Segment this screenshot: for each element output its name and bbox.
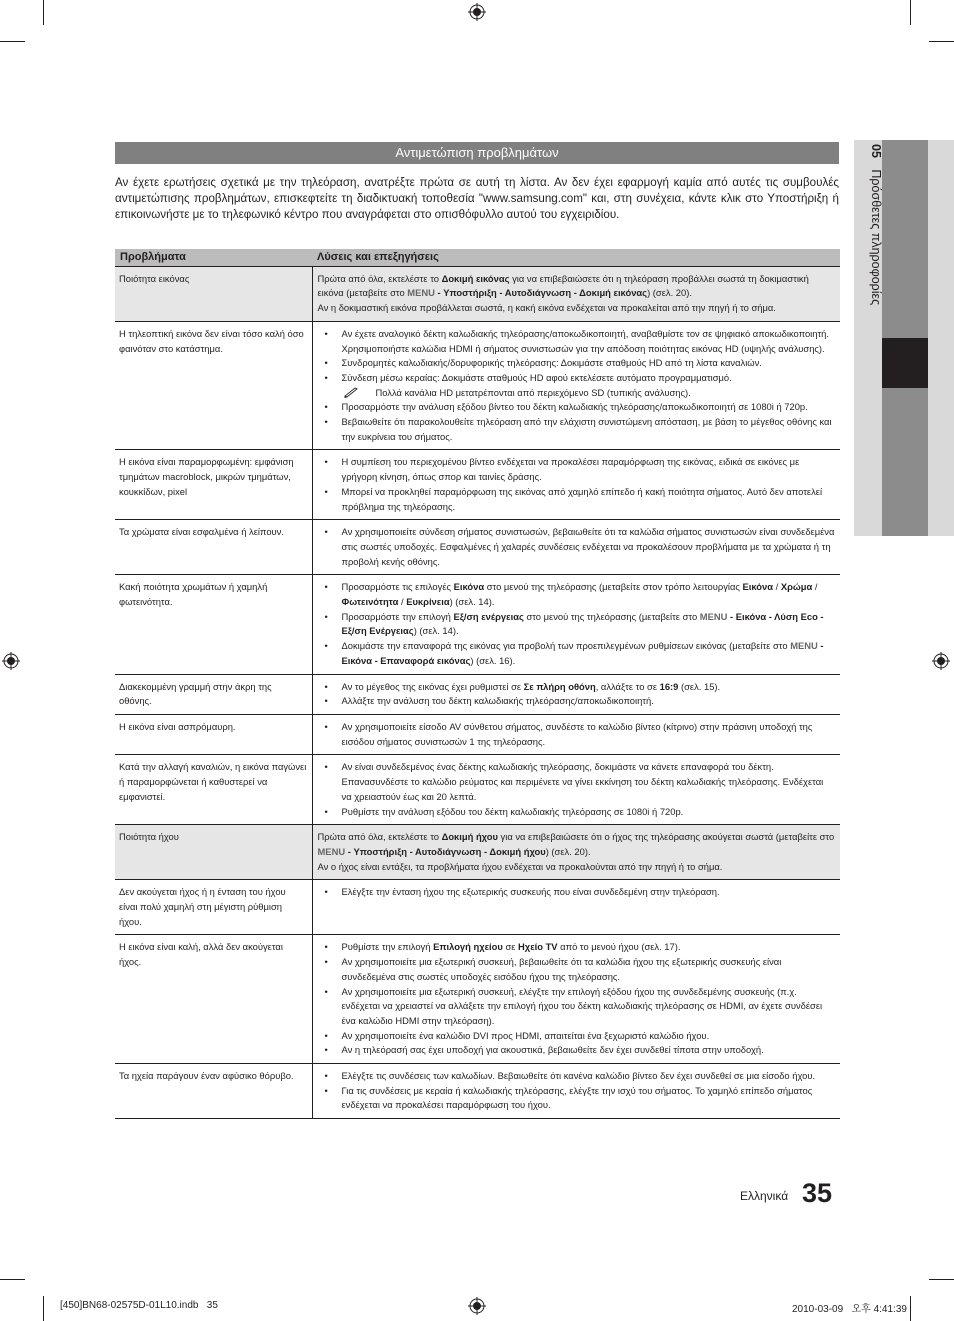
bold-term: Υποστήριξη - Αυτοδιάγνωση - Δοκιμή ήχου: [353, 845, 546, 857]
registration-mark-icon: [932, 652, 950, 670]
text-run: Για τις συνδέσεις με κεραία ή καλωδιακής τηλεόρασης, ελέγξτε την ισχύ του σήματος. Το χαμηλό επίπεδο σήματος ενδέχεται να προκαλέσει παραμόρφωση του ήχου.: [341, 1084, 813, 1111]
text-run: , αλλάξτε το σε: [595, 680, 660, 692]
list-item: [318, 327, 836, 356]
table-row: [115, 266, 840, 321]
bold-term: Χρώμα: [780, 581, 813, 593]
bold-term: -: [727, 610, 736, 622]
solution-list: [318, 680, 836, 709]
bold-term: Υποστήριξη - Αυτοδιάγνωση - Δοκιμή εικόνας: [443, 287, 648, 299]
text-run: Ρυθμίστε την επιλογή: [341, 941, 434, 953]
table-row: [115, 1064, 840, 1119]
note-text: Πολλά κανάλια HD μετατρέπονται από περιεχόμενο SD (τυπικής ανάλυσης).: [375, 386, 691, 398]
menu-keyword: MENU: [317, 845, 346, 857]
list-item: [318, 580, 836, 609]
text-run: /: [773, 581, 781, 593]
list-item: [318, 985, 836, 1029]
menu-keyword: MENU: [790, 640, 818, 652]
solution-cell: [312, 935, 840, 1064]
text-run: Αν το μέγεθος της εικόνας έχει ρυθμιστεί σε: [341, 680, 524, 692]
text-run: Δοκιμάστε την επαναφορά της εικόνας για προβολή των προεπιλεγμένων ρυθμίσεων εικόνας (μεταβείτε στο: [341, 640, 791, 652]
text-run: ) (σελ. 14).: [413, 625, 459, 637]
bold-term: -: [817, 640, 824, 652]
text-run: ) (σελ. 16).: [470, 654, 516, 666]
crop-mark: [929, 41, 954, 42]
list-item: [318, 940, 836, 955]
bold-term: Εικόνα - Λύση Eco - Εξ/ση Ενέργειας: [341, 610, 824, 637]
list-item: [318, 525, 836, 569]
problem-cell: Η εικόνα είναι ασπρόμαυρη.: [115, 714, 312, 754]
problem-cell: Δεν ακούγεται ήχος ή η ένταση του ήχου είναι πολύ χαμηλή στη μέγιστη ρύθμιση ήχου.: [115, 880, 312, 935]
text-run: για να επιβεβαιώσετε ότι ο ήχος της τηλεόρασης ακούγεται σωστά (μεταβείτε στο: [497, 831, 835, 843]
crop-mark: [43, 0, 44, 25]
solution-cell: [312, 575, 840, 674]
problem-cell: Κακή ποιότητα χρωμάτων ή χαμηλή φωτεινότητα.: [115, 575, 312, 674]
solution-list: [318, 940, 836, 1058]
header-solutions: Λύσεις και επεξηγήσεις: [312, 249, 840, 266]
list-item: [318, 760, 836, 804]
table-row: [115, 880, 840, 935]
problem-cell: Ποιότητα εικόνας: [115, 266, 312, 321]
text-run: Ελέγξτε την ένταση ήχου της εξωτερικής συσκευής που είναι συνδεδεμένη στην τηλεόραση.: [341, 886, 720, 898]
list-item: [318, 485, 836, 514]
registration-mark-icon: [468, 1297, 486, 1315]
text-run: Πρώτα από όλα, εκτελέστε το: [317, 272, 442, 284]
text-run: από το μενού ήχου (σελ. 17).: [557, 941, 681, 953]
note-item: [318, 386, 836, 401]
list-item: [318, 455, 836, 484]
registration-mark-icon: [468, 3, 486, 21]
text-run: Μπορεί να προκληθεί παραμόρφωση της εικόνας από χαμηλό επίπεδο ή κακή ποιότητα σήματος. Αυτό δεν αποτελεί πρόβλημα της τηλεόρασης.: [341, 485, 823, 512]
solution-cell: [312, 880, 840, 935]
solution-cell: [312, 321, 840, 450]
solution-cell: [312, 450, 840, 520]
text-run: Ρυθμίστε την ανάλυση εξόδου του δέκτη καλωδιακής τηλεόρασης σε 1080i ή 720p.: [341, 805, 684, 817]
solution-cell: [312, 1064, 840, 1119]
text-run: Αν χρησιμοποιείτε μια εξωτερική συσκευή, βεβαιωθείτε ότι τα καλώδια ήχου της εξωτερικής συσκευής είναι συνδεδεμένα στις σωστές υποδοχές εισόδου ήχου της τηλεόρασης.: [341, 956, 782, 982]
crop-mark: [910, 0, 911, 25]
solution-list: [318, 760, 836, 819]
text-run: Αν ο ήχος είναι εντάξει, τα προβλήματα ήχου ενδέχεται να προκαλούνται από την πηγή ή το σήμα.: [317, 860, 723, 872]
text-run: Συνδρομητές καλωδιακής/δορυφορικής τηλεόρασης: Δοκιμάστε σταθμούς HD από τη λίστα καναλιών.: [341, 357, 762, 369]
problem-cell: Κατά την αλλαγή καναλιών, η εικόνα παγώνει ή παραμορφώνεται ή καθυστερεί να εμφανιστεί.: [115, 755, 312, 825]
crop-mark: [910, 1296, 911, 1321]
registration-mark-icon: [2, 652, 20, 670]
solution-list: [318, 885, 836, 900]
problem-cell: Η εικόνα είναι παραμορφωμένη: εμφάνιση τμημάτων macroblock, μικρών τμημάτων, κουκκίδων, pixel: [115, 450, 312, 520]
text-run: για να επιβεβαιώσετε ότι η τηλεόραση προβάλλει σωστά τη δοκιμαστική εικόνα (μεταβείτε στο: [317, 272, 809, 299]
list-item: [318, 400, 836, 415]
solution-list: [318, 1069, 836, 1113]
text-run: Αν χρησιμοποιείτε ένα καλώδιο DVI προς HDMI, απαιτείται ένα ξεχωριστό καλώδιο ήχου.: [341, 1029, 710, 1041]
header-problems: Προβλήματα: [115, 249, 312, 266]
problem-cell: Τα χρώματα είναι εσφαλμένα ή λείπουν.: [115, 520, 312, 575]
bold-term: Εικόνα - Επαναφορά εικόνας: [341, 654, 471, 666]
list-item: [318, 610, 836, 639]
list-item: [318, 1084, 836, 1113]
list-item: [318, 1043, 836, 1058]
crop-mark: [929, 1279, 954, 1280]
solution-cell: [312, 674, 840, 714]
text-run: στο μενού της τηλεόρασης (μεταβείτε στο: [523, 610, 700, 622]
solution-list: [318, 720, 836, 749]
intro-paragraph: Αν έχετε ερωτήσεις σχετικά με την τηλεόραση, ανατρέξτε πρώτα σε αυτή τη λίστα. Αν δεν έχει εφαρμογή καμία από αυτές τις συμβουλές αντιμετώπισης προβλημάτων, επισκεφτείτε τη διαδικτυακή τοποθεσία "www.samsung.com" και, στη συνέχεια, κάντε κλικ στο Υποστήριξη ή επικοινωνήστε με το τηλεφωνικό κέντρο που αναγράφεται στο οπισθόφυλλο αυτού του εγχειριδίου.: [115, 176, 839, 221]
chapter-number: 05: [869, 144, 883, 158]
troubleshooting-table: [115, 249, 840, 1119]
text-run: Ελέγξτε τις συνδέσεις των καλωδίων. Βεβαιωθείτε ότι κανένα καλώδιο βίντεο δεν έχει συνδεθεί σε μια είσοδο ήχου.: [341, 1070, 816, 1082]
section-title: Αντιμετώπιση προβλημάτων: [115, 142, 839, 164]
table-row: [115, 321, 840, 450]
bold-term: Δοκιμή εικόνας: [441, 272, 510, 284]
table-row: [115, 935, 840, 1064]
list-item: [318, 694, 836, 709]
menu-keyword: MENU: [699, 610, 728, 622]
text-run: Προσαρμόστε την ανάλυση εξόδου βίντεο του δέκτη καλωδιακής τηλεόρασης/αποκωδικοποιητή σε 1080i ή 720p.: [341, 401, 808, 413]
table-row: [115, 755, 840, 825]
list-item: [318, 955, 836, 984]
bold-term: Εξ/ση ενέργειας: [453, 610, 524, 622]
list-item: [318, 1029, 836, 1044]
list-item: [318, 720, 836, 749]
text-run: σε: [502, 941, 519, 953]
table-row: [115, 674, 840, 714]
problem-cell: Ποιότητα ήχου: [115, 825, 312, 880]
crop-mark: [43, 1296, 44, 1321]
note-pencil-icon: [344, 387, 358, 398]
page-language: Ελληνικά: [740, 1189, 789, 1203]
solution-list: [318, 327, 836, 445]
problem-cell: Τα ηχεία παράγουν έναν αφύσικο θόρυβο.: [115, 1064, 312, 1119]
table-row: [115, 575, 840, 674]
text-run: /: [398, 596, 407, 608]
bold-term: Εικόνα: [453, 581, 485, 593]
text-run: Προσαρμόστε την επιλογή: [341, 610, 454, 622]
text-run: Αν χρησιμοποιείτε μια εξωτερική συσκευή, ελέγξτε την επιλογή εξόδου ήχου της συνδεδεμένης συσκευής (π.χ. ενδέχεται να χρειαστεί να αλλάξετε την επιλογή ήχου του δέκτη καλωδιακής τηλεόρασης σε HDMI, αν έχετε συνδέσει ένα καλώδιο HDMI στην τηλεόραση).: [341, 985, 823, 1026]
print-timestamp: 2010-03-09 오후 4:41:39: [792, 1304, 907, 1315]
table-header-row: [115, 249, 840, 266]
text-run: στο μενού της τηλεόρασης (μεταβείτε στον τρόπο λειτουργίας: [484, 581, 743, 593]
page-number: 35: [802, 1178, 833, 1208]
text-run: Η συμπίεση του περιεχομένου βίντεο ενδέχεται να προκαλέσει παραμόρφωση της εικόνας, ειδικά σε εικόνες με γρήγορη κίνηση, όπως σπορ και ταινίες δράσης.: [341, 456, 800, 483]
table-row: [115, 520, 840, 575]
list-item: [318, 639, 836, 668]
file-info: [450]BN68-02575D-01L10.indb 35: [60, 1300, 218, 1311]
bold-term: Σε πλήρη οθόνη: [523, 680, 596, 692]
table-row: [115, 450, 840, 520]
solution-list: [318, 455, 836, 514]
text-run: /: [812, 581, 818, 593]
text-run: ) (σελ. 20).: [647, 287, 692, 299]
text-run: Αν χρησιμοποιείτε είσοδο AV σύνθετου σήματος, συνδέστε το καλώδιο βίντεο (κίτρινο) στην πράσινη υποδοχή της εισόδου σήματος συνιστωσών 1 της τηλεόρασης.: [341, 720, 813, 747]
solution-cell: [312, 714, 840, 754]
list-item: [318, 680, 836, 695]
solution-cell: [312, 520, 840, 575]
text-run: Αν η δοκιμαστική εικόνα προβάλλεται σωστά, η κακή εικόνα ενδέχεται να προκαλείται από την πηγή ή το σήμα.: [317, 302, 776, 314]
text-run: Προσαρμόστε τις επιλογές: [341, 581, 454, 593]
menu-keyword: MENU: [407, 287, 435, 299]
text-run: Αν είναι συνδεδεμένος ένας δέκτης καλωδιακής τηλεόρασης, δοκιμάστε να κάνετε επαναφορά του δέκτη. Επανασυνδέστε το καλώδιο ρεύματος και περιμένετε να γίνει εκκίνηση του δέκτη καλωδιακής τηλεόρασης. Ενδέχεται να χρειαστούν έως και 20 λεπτά.: [341, 761, 824, 802]
solution-list: [318, 525, 836, 569]
bold-term: Εικόνα: [742, 581, 773, 593]
bold-term: -: [434, 287, 444, 299]
text-run: Αν χρησιμοποιείτε σύνδεση σήματος συνιστωσών, βεβαιωθείτε ότι τα καλώδια σήματος συνιστωσών είναι συνδεδεμένα στις σωστές υποδοχές. Εσφαλμένες ή χαλαρές συνδέσεις ενδέχεται να προκαλέσουν προβλήματα με τα χρώματα ή τη προβολή κενής οθόνης.: [341, 526, 835, 567]
bold-term: 16:9: [659, 680, 679, 692]
list-item: [318, 371, 836, 386]
chapter-title: Πρόσθετες πληροφορίες: [869, 169, 883, 306]
solution-cell: [312, 266, 840, 321]
problem-cell: Διακεκομμένη γραμμή στην άκρη της οθόνης.: [115, 674, 312, 714]
text-run: Αν η τηλεόρασή σας έχει υποδοχή για ακουστικά, βεβαιωθείτε δεν έχει συνδεθεί τίποτα στην υποδοχή.: [341, 1044, 764, 1056]
problem-cell: Η τηλεοπτική εικόνα δεν είναι τόσο καλή όσο φαινόταν στο κατάστημα.: [115, 321, 312, 450]
list-item: [318, 885, 836, 900]
list-item: [318, 356, 836, 371]
text-run: Αν έχετε αναλογικό δέκτη καλωδιακής τηλεόρασης/αποκωδικοποιητή, αναβαθμίστε τον σε ψηφιακό αποκωδικοποιητή. Χρησιμοποιήστε καλώδια HDMI ή σήματος συνιστωσών για την απόδοση ποιότητας εικόνας HD (υψηλής ανάλυσης).: [341, 327, 829, 354]
solution-cell: [312, 825, 840, 880]
text-run: Σύνδεση μέσω κεραίας: Δοκιμάστε σταθμούς HD αφού εκτελέσετε αυτόματο προγραμματισμό.: [341, 371, 732, 383]
list-item: [318, 1069, 836, 1084]
bold-term: -: [345, 845, 354, 857]
bold-term: Ηχείο TV: [518, 941, 558, 953]
crop-mark: [0, 41, 25, 42]
text-run: Αλλάξτε την ανάλυση του δέκτη καλωδιακής τηλεόρασης/αποκωδικοποιητή.: [341, 695, 654, 707]
list-item: [318, 805, 836, 820]
solution-cell: [312, 755, 840, 825]
table-row: [115, 714, 840, 754]
table-body: [115, 266, 840, 1118]
table-row: [115, 825, 840, 880]
crop-mark: [0, 1279, 25, 1280]
text-run: Βεβαιωθείτε ότι παρακολουθείτε τηλεόραση από την ελάχιστη συνιστώμενη απόσταση, με βάση το μέγεθος οθόνης και την ευκρίνεια του σήματος.: [341, 416, 832, 442]
side-tab-marker: [882, 338, 928, 388]
problem-cell: Η εικόνα είναι καλή, αλλά δεν ακούγεται ήχος.: [115, 935, 312, 1064]
bold-term: Φωτεινότητα: [341, 596, 399, 608]
bold-term: Δοκιμή ήχου: [441, 831, 498, 843]
chapter-side-label: [855, 144, 883, 384]
bold-term: Ευκρίνεια: [406, 596, 450, 608]
text-run: (σελ. 15).: [678, 680, 721, 692]
text-run: ) (σελ. 14).: [449, 596, 495, 608]
solution-list: [318, 580, 836, 668]
text-run: Πρώτα από όλα, εκτελέστε το: [317, 831, 442, 843]
list-item: [318, 415, 836, 444]
bold-term: Επιλογή ηχείου: [433, 941, 503, 953]
text-run: ) (σελ. 20).: [545, 845, 591, 857]
